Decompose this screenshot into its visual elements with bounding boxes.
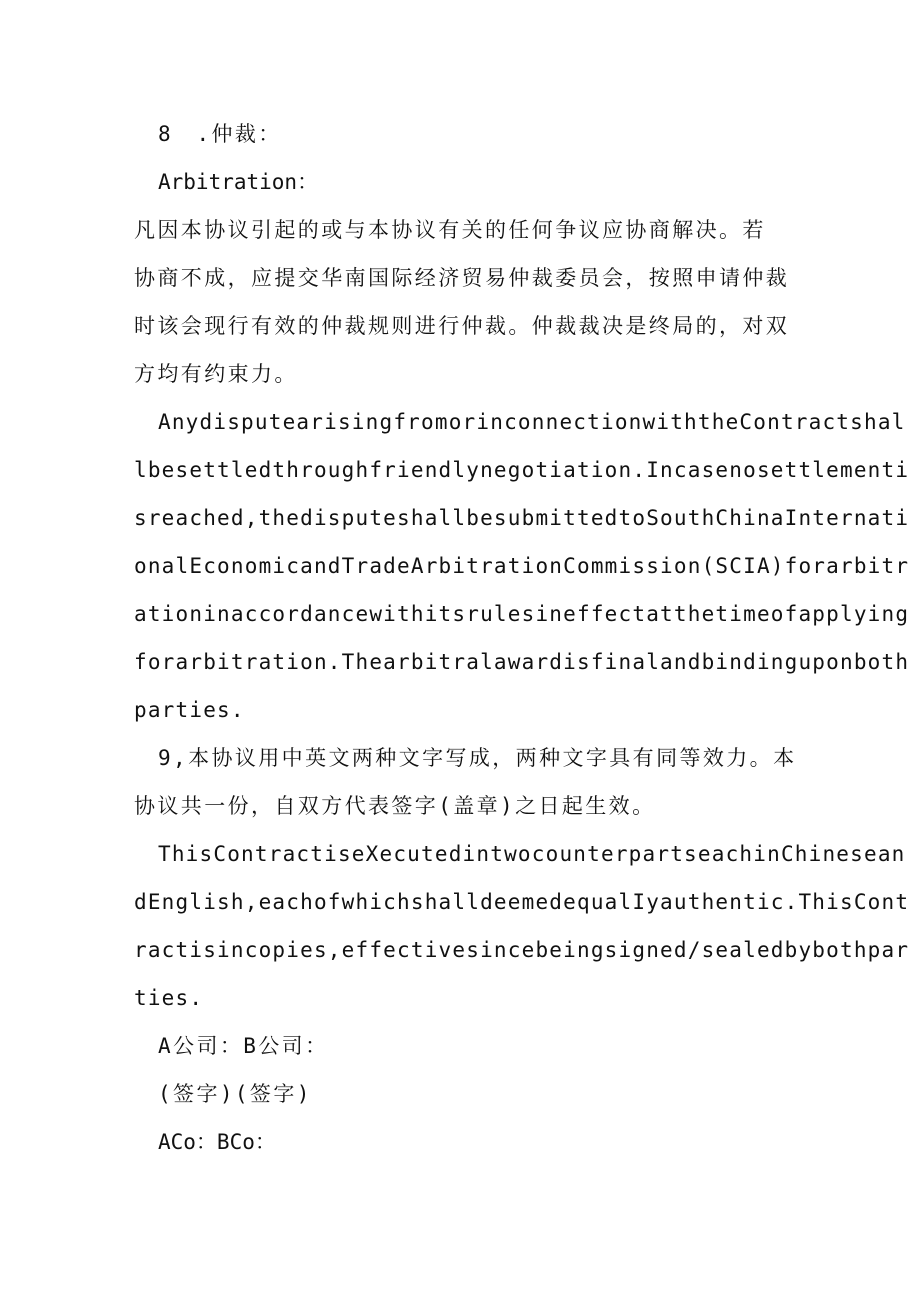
section-9-english-line: ThisContractiseXecutedintwocounterpartseachinChinesean <box>158 842 906 866</box>
section-8-heading-english: Arbitration： <box>158 170 319 194</box>
section-9-chinese-line: 协议共一份，自双方代表签字(盖章)之日起生效。 <box>134 794 656 818</box>
section-8-chinese-line: 凡因本协议引起的或与本协议有关的任何争议应协商解决。若 <box>134 218 766 242</box>
signature-party-chinese: A公司：B公司： <box>158 1034 329 1058</box>
section-8-english-line: onalEconomicandTradeArbitrationCommission(SCIA)forarbitr <box>134 554 910 578</box>
section-8-english-line: AnydisputearisingfromorinconnectionwiththeContractshal <box>158 410 906 434</box>
section-9-chinese-line: 9,本协议用中英文两种文字写成，两种文字具有同等效力。本 <box>158 746 797 770</box>
section-9-english-line: ties. <box>134 986 204 1010</box>
section-8-english-line: ationinaccordancewithitsrulesineffectatthetimeofapplying <box>134 602 910 626</box>
section-8-english-line: parties. <box>134 698 245 722</box>
section-8-chinese-line: 协商不成，应提交华南国际经济贸易仲裁委员会，按照申请仲裁 <box>134 266 790 290</box>
signature-party-english: ACo：BCo： <box>158 1130 276 1154</box>
section-8-heading: 8 .仲裁： <box>158 122 282 146</box>
section-8-english-line: forarbitration.Thearbitralawardisfinalandbindinguponboth <box>134 650 910 674</box>
section-8-english-line: sreached,thedisputeshallbesubmittedtoSouthChinaInternati <box>134 506 910 530</box>
section-8-chinese-line: 时该会现行有效的仲裁规则进行仲裁。仲裁裁决是终局的，对双 <box>134 314 790 338</box>
section-9-english-line: ractisincopies,effectivesincebeingsigned/sealedbybothpar <box>134 938 910 962</box>
section-8-chinese-line: 方均有约束力。 <box>134 362 298 386</box>
section-9-english-line: dEnglish,eachofwhichshalldeemedequalIyauthentic.ThisCont <box>134 890 910 914</box>
section-8-english-line: lbesettledthroughfriendlynegotiation.Incasenosettlementi <box>134 458 910 482</box>
signature-note: (签字)(签字) <box>158 1082 312 1106</box>
